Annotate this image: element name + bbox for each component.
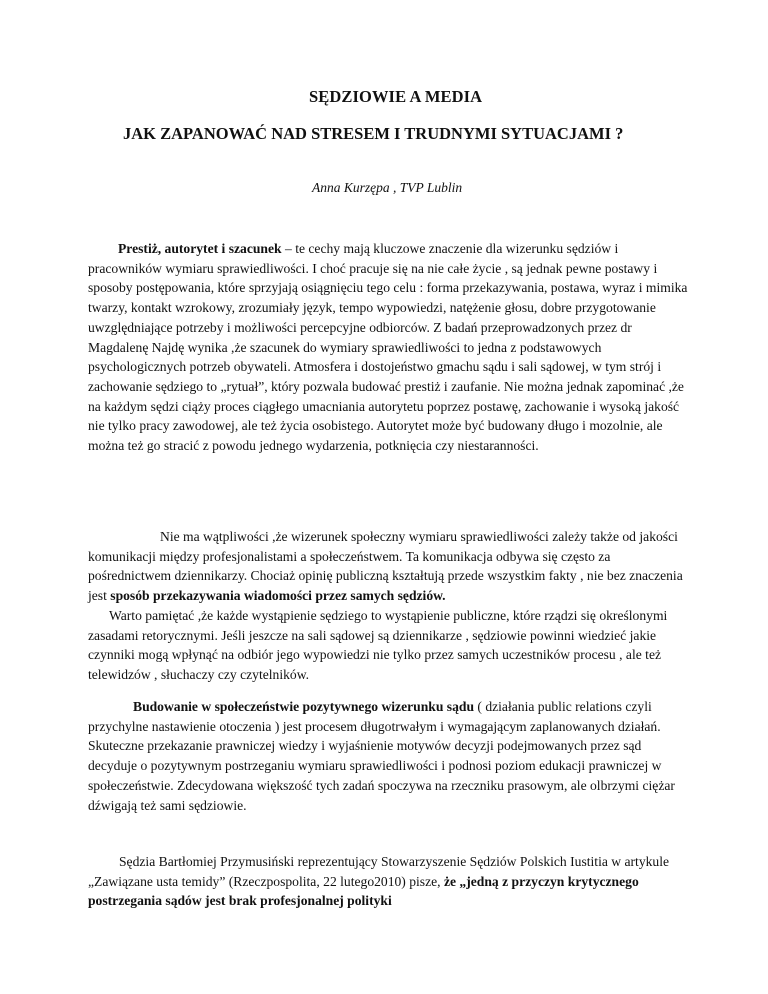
paragraph-4 (88, 697, 688, 815)
paragraph-4-bold: Budowanie w społeczeństwie pozytywnego wizerunku sądu (133, 699, 474, 714)
paragraph-3-text: Warto pamiętać ,że każde wystąpienie sędziego to wystąpienie publiczne, które rządzi się określonymi zasadami retorycznymi. Jeśli jeszcze na sali sądowej są dziennikarze , sędziowie powinni wiedzieć jakie czynniki mogą wpłynąć na odbiór jego wypowiedzi nie tylko przez samych uczestników procesu , ale też telewidzów , słuchaczy czy czytelników. (88, 608, 668, 683)
paragraph-3 (88, 606, 688, 685)
document-title: SĘDZIOWIE A MEDIA (309, 87, 483, 106)
paragraph-2 (88, 527, 688, 606)
paragraph-5-bold: że „jedną z przyczyn krytycznego postrzegania sądów jest brak profesjonalnej polityki (88, 873, 639, 909)
paragraph-4-text: ( działania public relations czyli przychylne nastawienie otoczenia ) jest procesem długotrwałym i wymagającym zaplanowanych działań. Skuteczne przekazanie prawniczej wiedzy i wyjaśnienie motywów decyzji podejmowanych przez sąd decyduje o pozytywnym postrzeganiu wymiaru sprawiedliwości i podnosi poziom edukacji prawniczej w społeczeństwie. Zdecydowana większość tych zadań spoczywa na rzeczniku prasowym, ale olbrzymi ciężar dźwigają też sami sędziowie. (88, 699, 675, 813)
document-subtitle: JAK ZAPANOWAĆ NAD STRESEM I TRUDNYMI SYTUACJAMI ? (123, 124, 624, 143)
paragraph-2-text: Nie ma wątpliwości ,że wizerunek społeczny wymiaru sprawiedliwości zależy także od jakości komunikacji między profesjonalistami a społeczeństwem. Ta komunikacja odbywa się często za pośrednictwem dziennikarzy. Chociaż opinię publiczną kształtują przede wszystkim fakty , nie bez znaczenia jest (88, 529, 683, 604)
paragraph-1-text: – te cechy mają kluczowe znaczenie dla wizerunku sędziów i pracowników wymiaru sprawiedliwości. I choć pracuje się na nie całe życie , są jednak pewne postawy i sposoby postępowania, które sprzyjają osiągnięciu tego celu : forma przekazywania, postawa, wyraz i mimika twarzy, kontakt wzrokowy, zrozumiały język, tempo wypowiedzi, natężenie głosu, dobre przygotowanie uwzględniające potrzeby i możliwości percepcyjne odbiorców. Z badań przeprowadzonych przez dr Magdalenę Najdę wynika ,że szacunek do wymiary sprawiedliwości to jedna z podstawowych psychologicznych potrzeb obywateli. Atmosfera i dostojeństwo gmachu sądu i sali sądowej, w tym strój i zachowanie sędziego to „rytuał”, który pozwala budować prestiż i zaufanie. Nie można jednak zapominać ,że na każdym sędzi ciąży proces ciągłego umacniania autorytetu poprzez postawę, zachowanie i wysoką jakość nie tylko pracy zawodowej, ale też życia osobistego. Autorytet może być budowany długo i mozolnie, ale można też go stracić z powodu jednego wydarzenia, potknięcia czy niestaranności. (88, 241, 688, 454)
author-line: Anna Kurzępa , TVP Lublin (312, 180, 463, 195)
paragraph-2-bold: sposób przekazywania wiadomości przez samych sędziów. (110, 588, 446, 604)
paragraph-1-bold: Prestiż, autorytet i szacunek (118, 241, 282, 256)
paragraph-5-text: Sędzia Bartłomiej Przymusiński reprezentujący Stowarzyszenie Sędziów Polskich Iustitia w artykule „Zawiązane usta temidy” (Rzeczpospolita, 22 lutego2010) pisze, (88, 854, 670, 889)
paragraph-5 (88, 852, 688, 911)
paragraph-1 (88, 239, 688, 456)
